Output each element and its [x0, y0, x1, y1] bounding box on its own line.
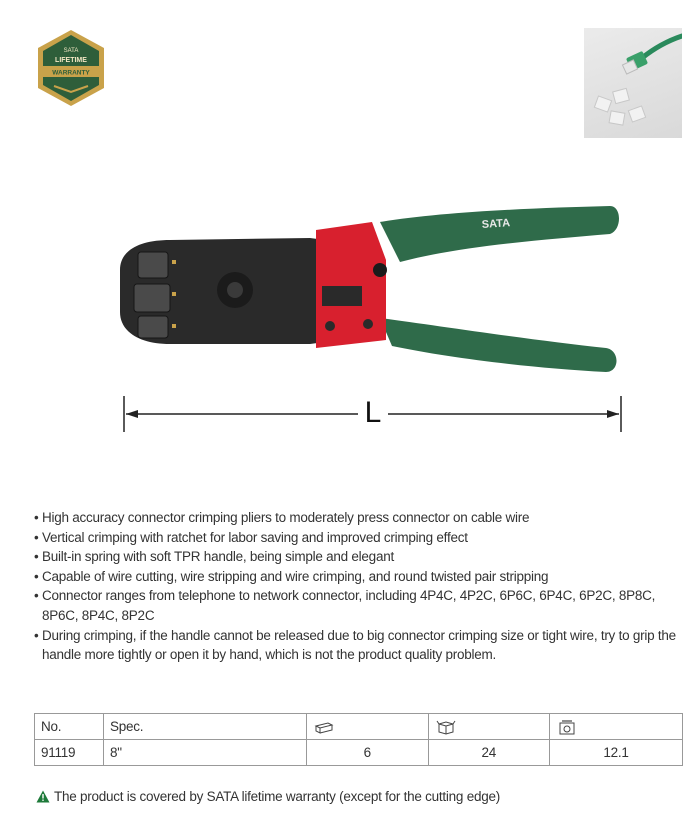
cell-carton: 24 — [428, 740, 550, 766]
header-inner-pack — [307, 714, 429, 740]
cell-no: 91119 — [35, 740, 104, 766]
table-header-row — [35, 714, 683, 740]
table-row — [35, 740, 683, 766]
warning-triangle-icon — [36, 790, 50, 803]
cell-weight: 12.1 — [550, 740, 683, 766]
badge-line-3: WARRANTY — [52, 69, 90, 77]
feature-item: • Connector ranges from telephone to network connector, including 4P4C, 4P2C, 6P6C, 6P4C, 6P2C, 8P8C, 8P6C, 8P4C, 8P2C — [34, 586, 684, 625]
crimping-pliers-illustration — [110, 200, 630, 380]
header-no: No. — [35, 714, 104, 740]
header-carton — [428, 714, 550, 740]
warranty-note — [36, 789, 500, 804]
feature-list — [34, 508, 684, 665]
header-spec: Spec. — [104, 714, 307, 740]
cell-spec: 8" — [104, 740, 307, 766]
feature-item: • Built-in spring with soft TPR handle, being simple and elegant — [34, 547, 684, 567]
lifetime-warranty-badge — [34, 28, 108, 108]
tool-brand-label: SATA — [481, 217, 511, 231]
badge-line-2: LIFETIME — [55, 57, 87, 64]
feature-item: • Vertical crimping with ratchet for labor saving and improved crimping effect — [34, 528, 684, 548]
carton-icon — [435, 719, 457, 735]
spec-table — [34, 713, 683, 766]
cell-inner-pack: 6 — [307, 740, 429, 766]
warranty-text: The product is covered by SATA lifetime warranty (except for the cutting edge) — [54, 789, 500, 804]
feature-item: • High accuracy connector crimping pliers to moderately press connector on cable wire — [34, 508, 684, 528]
scale-icon — [556, 719, 578, 735]
inner-box-icon — [313, 719, 335, 735]
feature-item: • Capable of wire cutting, wire stripping and wire crimping, and round twisted pair stripping — [34, 567, 684, 587]
header-weight — [550, 714, 683, 740]
length-label: L — [358, 395, 388, 431]
connector-cable-image — [584, 28, 682, 138]
feature-item: • During crimping, if the handle cannot be released due to big connector crimping size or tight wire, try to grip the handle more tightly or open it by hand, which is not the product quality problem. — [34, 626, 684, 665]
badge-line-1: SATA — [63, 48, 79, 54]
